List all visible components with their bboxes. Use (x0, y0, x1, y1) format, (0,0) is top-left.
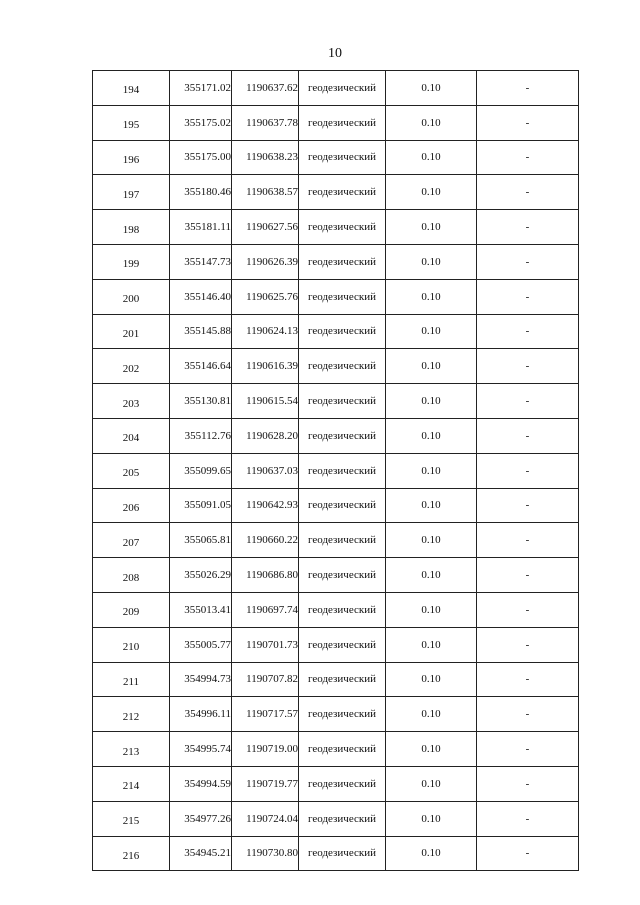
table-row (93, 175, 579, 210)
note-cell: - (477, 140, 579, 175)
note-cell: - (477, 836, 579, 871)
accuracy-cell: 0.10 (386, 453, 477, 488)
note-cell: - (477, 766, 579, 801)
point-number-cell (93, 314, 170, 349)
point-number-cell (93, 732, 170, 767)
point-number-text: 215 (122, 815, 140, 828)
note-cell: - (477, 523, 579, 558)
x-coordinate-cell: 355171.02 (170, 71, 232, 106)
point-number-cell (93, 662, 170, 697)
point-number-cell (93, 523, 170, 558)
y-coordinate-cell: 1190717.57 (232, 697, 299, 732)
x-coordinate-cell: 355147.73 (170, 244, 232, 279)
method-cell: геодезический (299, 418, 386, 453)
method-cell: геодезический (299, 244, 386, 279)
point-number-text: 200 (122, 293, 140, 306)
accuracy-cell: 0.10 (386, 244, 477, 279)
table-row (93, 140, 579, 175)
x-coordinate-cell: 355146.40 (170, 279, 232, 314)
point-number-text: 211 (122, 675, 140, 688)
x-coordinate-cell: 354994.73 (170, 662, 232, 697)
y-coordinate-cell: 1190642.93 (232, 488, 299, 523)
method-cell: геодезический (299, 314, 386, 349)
accuracy-cell: 0.10 (386, 210, 477, 245)
point-number-text: 216 (122, 849, 140, 862)
point-number-cell (93, 453, 170, 488)
x-coordinate-cell: 354945.21 (170, 836, 232, 871)
x-coordinate-cell: 355091.05 (170, 488, 232, 523)
x-coordinate-cell: 355013.41 (170, 592, 232, 627)
table-row (93, 71, 579, 106)
point-number-text: 196 (122, 153, 140, 166)
y-coordinate-cell: 1190638.57 (232, 175, 299, 210)
x-coordinate-cell: 355130.81 (170, 384, 232, 419)
note-cell: - (477, 349, 579, 384)
note-cell: - (477, 418, 579, 453)
accuracy-cell: 0.10 (386, 662, 477, 697)
note-cell: - (477, 488, 579, 523)
point-number-cell (93, 105, 170, 140)
y-coordinate-cell: 1190627.56 (232, 210, 299, 245)
x-coordinate-cell: 354977.26 (170, 801, 232, 836)
point-number-text: 197 (122, 188, 140, 201)
accuracy-cell: 0.10 (386, 523, 477, 558)
x-coordinate-cell: 355099.65 (170, 453, 232, 488)
method-cell: геодезический (299, 697, 386, 732)
y-coordinate-cell: 1190707.82 (232, 662, 299, 697)
x-coordinate-cell: 355112.76 (170, 418, 232, 453)
x-coordinate-cell: 354994.59 (170, 766, 232, 801)
y-coordinate-cell: 1190637.78 (232, 105, 299, 140)
method-cell: геодезический (299, 732, 386, 767)
note-cell: - (477, 210, 579, 245)
point-number-text: 206 (122, 501, 140, 514)
method-cell: геодезический (299, 384, 386, 419)
accuracy-cell: 0.10 (386, 175, 477, 210)
accuracy-cell: 0.10 (386, 349, 477, 384)
accuracy-cell: 0.10 (386, 488, 477, 523)
y-coordinate-cell: 1190719.77 (232, 766, 299, 801)
accuracy-cell: 0.10 (386, 418, 477, 453)
point-number-text: 205 (122, 467, 140, 480)
table-row (93, 592, 579, 627)
point-number-text: 198 (122, 223, 140, 236)
x-coordinate-cell: 355065.81 (170, 523, 232, 558)
table-row (93, 453, 579, 488)
note-cell: - (477, 314, 579, 349)
point-number-cell (93, 175, 170, 210)
note-cell: - (477, 384, 579, 419)
method-cell: геодезический (299, 592, 386, 627)
y-coordinate-cell: 1190616.39 (232, 349, 299, 384)
accuracy-cell: 0.10 (386, 766, 477, 801)
accuracy-cell: 0.10 (386, 801, 477, 836)
point-number-text: 208 (122, 571, 140, 584)
y-coordinate-cell: 1190624.13 (232, 314, 299, 349)
y-coordinate-cell: 1190660.22 (232, 523, 299, 558)
x-coordinate-cell: 355175.02 (170, 105, 232, 140)
x-coordinate-cell: 354996.11 (170, 697, 232, 732)
accuracy-cell: 0.10 (386, 558, 477, 593)
y-coordinate-cell: 1190686.80 (232, 558, 299, 593)
point-number-text: 204 (122, 432, 140, 445)
point-number-cell (93, 349, 170, 384)
method-cell: геодезический (299, 662, 386, 697)
accuracy-cell: 0.10 (386, 836, 477, 871)
point-number-text: 207 (122, 536, 140, 549)
x-coordinate-cell: 355175.00 (170, 140, 232, 175)
point-number-text: 214 (122, 780, 140, 793)
accuracy-cell: 0.10 (386, 71, 477, 106)
note-cell: - (477, 175, 579, 210)
point-number-cell (93, 71, 170, 106)
note-cell: - (477, 453, 579, 488)
point-number-text: 194 (122, 84, 140, 97)
method-cell: геодезический (299, 766, 386, 801)
point-number-cell (93, 627, 170, 662)
method-cell: геодезический (299, 175, 386, 210)
accuracy-cell: 0.10 (386, 279, 477, 314)
x-coordinate-cell: 355005.77 (170, 627, 232, 662)
method-cell: геодезический (299, 523, 386, 558)
method-cell: геодезический (299, 105, 386, 140)
table-row (93, 662, 579, 697)
method-cell: геодезический (299, 71, 386, 106)
table-row (93, 210, 579, 245)
table-row (93, 418, 579, 453)
method-cell: геодезический (299, 836, 386, 871)
method-cell: геодезический (299, 558, 386, 593)
table-row (93, 732, 579, 767)
table-row (93, 244, 579, 279)
point-number-text: 202 (122, 362, 140, 375)
point-number-text: 199 (122, 258, 140, 271)
point-number-cell (93, 384, 170, 419)
point-number-cell (93, 488, 170, 523)
y-coordinate-cell: 1190626.39 (232, 244, 299, 279)
note-cell: - (477, 662, 579, 697)
note-cell: - (477, 558, 579, 593)
point-number-cell (93, 558, 170, 593)
y-coordinate-cell: 1190628.20 (232, 418, 299, 453)
method-cell: геодезический (299, 453, 386, 488)
note-cell: - (477, 732, 579, 767)
point-number-cell (93, 244, 170, 279)
table-row (93, 558, 579, 593)
page-number: 10 (328, 46, 342, 61)
x-coordinate-cell: 355180.46 (170, 175, 232, 210)
accuracy-cell: 0.10 (386, 592, 477, 627)
note-cell: - (477, 592, 579, 627)
x-coordinate-cell: 355181.11 (170, 210, 232, 245)
x-coordinate-cell: 355145.88 (170, 314, 232, 349)
table-row (93, 279, 579, 314)
y-coordinate-cell: 1190701.73 (232, 627, 299, 662)
point-number-cell (93, 766, 170, 801)
point-number-text: 210 (122, 641, 140, 654)
note-cell: - (477, 627, 579, 662)
method-cell: геодезический (299, 140, 386, 175)
coordinates-table-body (93, 71, 579, 871)
accuracy-cell: 0.10 (386, 384, 477, 419)
table-row (93, 349, 579, 384)
method-cell: геодезический (299, 210, 386, 245)
table-row (93, 697, 579, 732)
point-number-text: 195 (122, 119, 140, 132)
y-coordinate-cell: 1190625.76 (232, 279, 299, 314)
y-coordinate-cell: 1190719.00 (232, 732, 299, 767)
point-number-cell (93, 801, 170, 836)
note-cell: - (477, 801, 579, 836)
y-coordinate-cell: 1190638.23 (232, 140, 299, 175)
note-cell: - (477, 71, 579, 106)
x-coordinate-cell: 354995.74 (170, 732, 232, 767)
table-row (93, 627, 579, 662)
note-cell: - (477, 244, 579, 279)
y-coordinate-cell: 1190724.04 (232, 801, 299, 836)
table-row (93, 801, 579, 836)
coordinates-table (92, 70, 579, 871)
note-cell: - (477, 279, 579, 314)
y-coordinate-cell: 1190637.62 (232, 71, 299, 106)
point-number-cell (93, 279, 170, 314)
method-cell: геодезический (299, 801, 386, 836)
point-number-text: 201 (122, 327, 140, 340)
accuracy-cell: 0.10 (386, 697, 477, 732)
method-cell: геодезический (299, 627, 386, 662)
table-row (93, 523, 579, 558)
y-coordinate-cell: 1190615.54 (232, 384, 299, 419)
point-number-cell (93, 418, 170, 453)
method-cell: геодезический (299, 349, 386, 384)
note-cell: - (477, 697, 579, 732)
accuracy-cell: 0.10 (386, 105, 477, 140)
accuracy-cell: 0.10 (386, 140, 477, 175)
point-number-cell (93, 210, 170, 245)
accuracy-cell: 0.10 (386, 314, 477, 349)
point-number-cell (93, 592, 170, 627)
table-row (93, 766, 579, 801)
x-coordinate-cell: 355146.64 (170, 349, 232, 384)
table-row (93, 314, 579, 349)
point-number-text: 203 (122, 397, 140, 410)
table-row (93, 836, 579, 871)
accuracy-cell: 0.10 (386, 627, 477, 662)
point-number-text: 209 (122, 606, 140, 619)
y-coordinate-cell: 1190697.74 (232, 592, 299, 627)
point-number-cell (93, 836, 170, 871)
y-coordinate-cell: 1190730.80 (232, 836, 299, 871)
x-coordinate-cell: 355026.29 (170, 558, 232, 593)
method-cell: геодезический (299, 279, 386, 314)
point-number-cell (93, 697, 170, 732)
method-cell: геодезический (299, 488, 386, 523)
accuracy-cell: 0.10 (386, 732, 477, 767)
table-row (93, 384, 579, 419)
point-number-text: 212 (122, 710, 140, 723)
point-number-cell (93, 140, 170, 175)
table-row (93, 488, 579, 523)
note-cell: - (477, 105, 579, 140)
y-coordinate-cell: 1190637.03 (232, 453, 299, 488)
point-number-text: 213 (122, 745, 140, 758)
table-row (93, 105, 579, 140)
